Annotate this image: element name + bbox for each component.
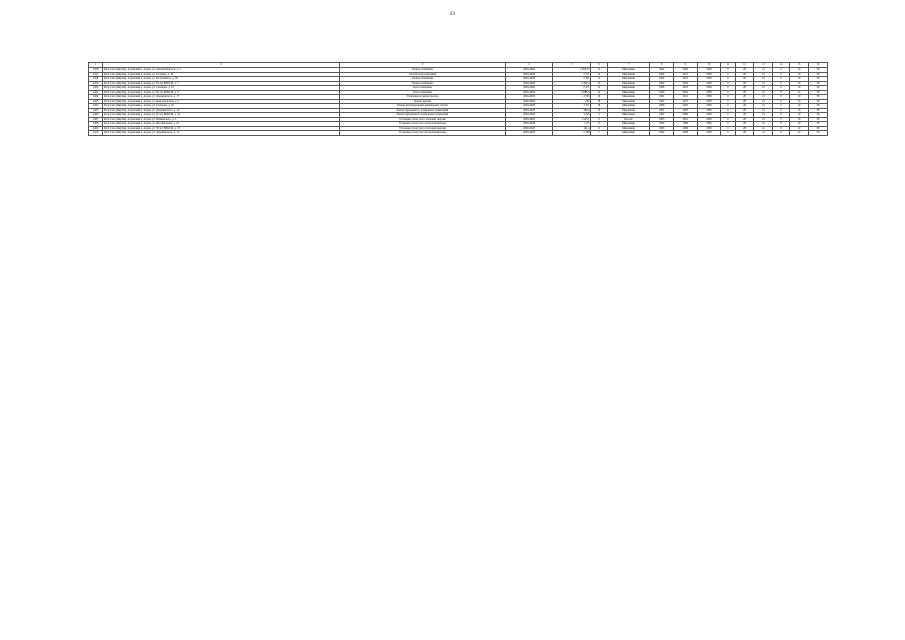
- table-cell: 1985: [697, 104, 721, 109]
- column-header-5: 5: [553, 63, 591, 68]
- table-cell: 2461: [89, 90, 103, 95]
- register-table-sheet: [88, 62, 828, 136]
- table-cell: 2026-2028: [505, 108, 552, 113]
- table-cell: Система водоотведения: [340, 72, 506, 77]
- column-header-15: 15: [789, 63, 808, 68]
- table-cell: 28: [735, 122, 754, 127]
- table-cell: 2463: [89, 99, 103, 104]
- table-cell: 21: [754, 95, 773, 100]
- table-cell: 58: [808, 68, 827, 73]
- table-cell: 28: [735, 81, 754, 86]
- table-cell: 0: [721, 95, 735, 100]
- table-cell: Теплоснабжение: [340, 90, 506, 95]
- column-header-6: 6: [591, 63, 608, 68]
- table-cell: Мирошник: [607, 77, 650, 82]
- table-cell: 21: [754, 117, 773, 122]
- table-cell: Электроснабжение: [340, 77, 506, 82]
- table-cell: 58: [808, 95, 827, 100]
- table-cell: 2 350: [553, 95, 591, 100]
- table-cell: Респ.Саха (Якутия), Алданский р, Алдан, ул. Гагарина, д. 32: [103, 72, 340, 77]
- table-cell: 58: [808, 104, 827, 109]
- table-cell: 1985: [697, 99, 721, 104]
- table-cell: 1966: [650, 72, 674, 77]
- table-cell: 58: [808, 117, 827, 122]
- table-cell: 1 523,1: [553, 117, 591, 122]
- table-cell: 0: [721, 90, 735, 95]
- table-cell: Мирошник: [607, 99, 650, 104]
- table-cell: Мирошник: [607, 122, 650, 127]
- table-cell: 0: [773, 131, 790, 136]
- table-cell: Респ.Саха (Якутия), Алданский р, Алдан, ул. 50 лет ВЛКСМ, д. 18: [103, 126, 340, 131]
- table-cell: 2026-2028: [505, 72, 552, 77]
- table-cell: 58: [808, 126, 827, 131]
- table-cell: 2016: [673, 90, 697, 95]
- column-header-16: 16: [808, 63, 827, 68]
- table-cell: 21: [754, 113, 773, 118]
- table-cell: 28: [735, 90, 754, 95]
- table-cell: Мирошник: [607, 113, 650, 118]
- table-cell: 10: [789, 131, 808, 136]
- table-cell: 4: [591, 113, 608, 118]
- table-cell: Ремонт фундамента, подвальных помещений: [340, 113, 506, 118]
- table-cell: 21: [754, 81, 773, 86]
- column-header-8: 8: [650, 63, 674, 68]
- table-cell: Ремонт внутридомовых инженерных систем: [340, 104, 506, 109]
- table-cell: 12: [591, 108, 608, 113]
- table-cell: 1962: [650, 113, 674, 118]
- table-cell: 58: [808, 86, 827, 91]
- table-cell: 58: [808, 113, 827, 118]
- table-cell: 2459: [89, 81, 103, 86]
- table-cell: 3 226: [553, 113, 591, 118]
- table-cell: 0: [721, 113, 735, 118]
- table-cell: 2465: [89, 108, 103, 113]
- table-cell: 1985: [697, 108, 721, 113]
- table-cell: Установка узлов учета тепловой энергии: [340, 126, 506, 131]
- table-cell: 2462: [89, 95, 103, 100]
- table-cell: 10: [789, 104, 808, 109]
- table-cell: Респ.Саха (Якутия), Алданский р, Алдан, ул. 50 лет ВЛКСМ, д. 7: [103, 81, 340, 86]
- table-cell: 10: [789, 122, 808, 127]
- table-cell: 18: [591, 104, 608, 109]
- table-cell: 10: [789, 126, 808, 131]
- table-cell: 2013: [673, 99, 697, 104]
- table-cell: 2458: [89, 77, 103, 82]
- table-cell: 28: [735, 77, 754, 82]
- column-header-4: 4: [505, 63, 552, 68]
- table-cell: 0: [773, 104, 790, 109]
- table-cell: 21: [754, 90, 773, 95]
- table-cell: Установка узлов учета потребления воды: [340, 122, 506, 127]
- table-cell: Респ.Саха (Якутия), Алданский р, Алдан, ул. Дзержинского, д. 15: [103, 131, 340, 136]
- table-cell: 58: [808, 131, 827, 136]
- table-cell: 58: [808, 81, 827, 86]
- table-cell: 0: [773, 99, 790, 104]
- table-cell: 1962: [650, 131, 674, 136]
- table-cell: Респ.Саха (Якутия), Алданский р, Алдан, ул. Дзержинского, д. 14: [103, 108, 340, 113]
- table-cell: 58: [808, 99, 827, 104]
- table-cell: 21: [754, 72, 773, 77]
- table-cell: 15: [591, 68, 608, 73]
- table-cell: 2021: [673, 77, 697, 82]
- table-cell: 1985: [697, 72, 721, 77]
- table-cell: Респ.Саха (Якутия), Алданский р, Алдан, ул. Комсомольская, д. 5: [103, 99, 340, 104]
- table-cell: Респ.Саха (Якутия), Алданский р, Алдан, ул. Дзержинского, д. 17: [103, 95, 340, 100]
- table-cell: 0: [721, 72, 735, 77]
- table-cell: Мирошник: [607, 95, 650, 100]
- table-cell: 10: [789, 86, 808, 91]
- column-header-12: 12: [735, 63, 754, 68]
- table-cell: 9: [591, 126, 608, 131]
- column-header-1: 1: [89, 63, 103, 68]
- table-cell: 28: [735, 86, 754, 91]
- table-cell: 0: [721, 117, 735, 122]
- table-cell: Респ.Саха (Якутия), Алданский р, Алдан, ул. Автомобилистов, д. 3: [103, 68, 340, 73]
- table-cell: 2026-2028: [505, 122, 552, 127]
- table-cell: 1985: [697, 90, 721, 95]
- table-cell: 2012: [673, 117, 697, 122]
- table-cell: 262: [553, 99, 591, 104]
- table-cell: Мирошник: [607, 68, 650, 73]
- table-cell: 10: [789, 99, 808, 104]
- table-cell: 58: [808, 122, 827, 127]
- table-cell: 2460: [89, 86, 103, 91]
- table-cell: 0: [721, 68, 735, 73]
- table-cell: 8: [591, 117, 608, 122]
- table-cell: 2026-2028: [505, 77, 552, 82]
- table-cell: 0: [773, 81, 790, 86]
- table-cell: 28: [735, 95, 754, 100]
- table-cell: 21: [754, 126, 773, 131]
- table-cell: 2026-2028: [505, 90, 552, 95]
- table-cell: 0: [721, 131, 735, 136]
- table-cell: Теплоснабжение: [340, 86, 506, 91]
- table-cell: 2466: [89, 113, 103, 118]
- table-cell: 8: [591, 122, 608, 127]
- table-cell: 2 264,25: [553, 68, 591, 73]
- table-cell: 28: [735, 108, 754, 113]
- table-cell: 0: [773, 117, 790, 122]
- column-header-2: 2: [103, 63, 340, 68]
- table-cell: Утепление и ремонт фасада: [340, 95, 506, 100]
- table-cell: 1966: [650, 126, 674, 131]
- table-cell: 2464: [89, 104, 103, 109]
- table-cell: 2026-2028: [505, 68, 552, 73]
- table-cell: 2026-2028: [505, 117, 552, 122]
- table-cell: 21: [754, 122, 773, 127]
- register-table-body: [89, 68, 828, 136]
- table-cell: 2026-2028: [505, 86, 552, 91]
- table-cell: 28: [735, 113, 754, 118]
- table-cell: 21: [754, 104, 773, 109]
- table-cell: 58: [808, 72, 827, 77]
- table-cell: 10: [789, 68, 808, 73]
- table-cell: 28: [735, 68, 754, 73]
- table-cell: 21: [754, 86, 773, 91]
- register-table: [88, 62, 828, 136]
- table-cell: 2 471: [553, 86, 591, 91]
- table-cell: 0: [773, 90, 790, 95]
- table-cell: 1960: [650, 90, 674, 95]
- table-cell: 2026-2028: [505, 99, 552, 104]
- table-cell: 58: [808, 77, 827, 82]
- table-cell: Респ.Саха (Якутия), Алданский р, Алдан, ул. Слепцова, д. 20: [103, 104, 340, 109]
- table-cell: 10: [789, 117, 808, 122]
- table-cell: 28: [735, 72, 754, 77]
- table-cell: 7: [591, 131, 608, 136]
- table-cell: 1985: [697, 131, 721, 136]
- column-header-3: 3: [340, 63, 506, 68]
- table-cell: 11: [591, 77, 608, 82]
- table-cell: Мирошник: [607, 126, 650, 131]
- column-header-13: 13: [754, 63, 773, 68]
- table-cell: Блочно: [607, 117, 650, 122]
- table-cell: 396,4: [553, 108, 591, 113]
- table-cell: 2 311: [553, 104, 591, 109]
- table-cell: 2019: [673, 81, 697, 86]
- table-cell: 1985: [697, 81, 721, 86]
- table-cell: 0: [773, 72, 790, 77]
- table-cell: 2012: [673, 95, 697, 100]
- table-cell: 16: [591, 95, 608, 100]
- table-cell: 1996: [673, 122, 697, 127]
- column-header-9: 9: [673, 63, 697, 68]
- table-cell: 21: [754, 99, 773, 104]
- table-cell: 2468: [89, 122, 103, 127]
- table-cell: Респ.Саха (Якутия), Алданский р, Алдан, ул. 50 лет ВЛКСМ, д. 9: [103, 90, 340, 95]
- table-cell: 2469: [89, 126, 103, 131]
- table-cell: 0: [721, 126, 735, 131]
- page-number: 23: [450, 12, 455, 17]
- table-cell: 0: [773, 95, 790, 100]
- table-cell: 2 188: [553, 131, 591, 136]
- table-cell: 1985: [697, 68, 721, 73]
- column-header-11: 11: [721, 63, 735, 68]
- table-cell: 0: [721, 108, 735, 113]
- table-cell: 2026-2028: [505, 95, 552, 100]
- table-cell: 2008: [673, 131, 697, 136]
- table-cell: 10: [789, 113, 808, 118]
- table-cell: 28: [735, 99, 754, 104]
- table-cell: 18: [591, 99, 608, 104]
- table-cell: 58: [808, 90, 827, 95]
- table-cell: Мирошник: [607, 81, 650, 86]
- table-cell: 2026-2028: [505, 113, 552, 118]
- table-cell: 0: [721, 104, 735, 109]
- table-cell: 2 331: [553, 77, 591, 82]
- table-cell: 1964: [650, 122, 674, 127]
- table-cell: 0: [721, 122, 735, 127]
- table-cell: 1985: [697, 86, 721, 91]
- table-cell: 0: [721, 81, 735, 86]
- table-cell: 21: [754, 77, 773, 82]
- table-cell: 28: [735, 104, 754, 109]
- table-cell: 2016: [673, 104, 697, 109]
- table-cell: 0: [721, 77, 735, 82]
- table-cell: 10: [789, 95, 808, 100]
- table-cell: 12: [591, 86, 608, 91]
- table-cell: 1966: [650, 104, 674, 109]
- table-cell: Установка узлов учета потребления воды: [340, 131, 506, 136]
- table-cell: Мирошник: [607, 131, 650, 136]
- table-cell: 28: [735, 117, 754, 122]
- table-cell: 0: [773, 68, 790, 73]
- table-cell: 1985: [697, 77, 721, 82]
- table-cell: 1985: [697, 117, 721, 122]
- column-header-14: 14: [773, 63, 790, 68]
- table-cell: Установка узлов учета тепловой энергии: [340, 117, 506, 122]
- table-cell: 13: [591, 81, 608, 86]
- table-cell: 0: [721, 99, 735, 104]
- table-cell: 2 688,5: [553, 90, 591, 95]
- table-cell: 10: [789, 72, 808, 77]
- table-cell: 21: [754, 131, 773, 136]
- table-cell: Мирошник: [607, 72, 650, 77]
- table-cell: Мирошник: [607, 86, 650, 91]
- table-cell: 2006: [673, 126, 697, 131]
- table-cell: 0: [773, 126, 790, 131]
- table-cell: Респ.Саха (Якутия), Алданский р, Алдан, ул. Космонавтов, д. 38: [103, 77, 340, 82]
- table-cell: 2026-2028: [505, 126, 552, 131]
- table-cell: 1962: [650, 77, 674, 82]
- table-cell: 2006: [673, 68, 697, 73]
- table-cell: 0: [773, 113, 790, 118]
- table-cell: 28: [735, 126, 754, 131]
- table-cell: 2 330,4: [553, 81, 591, 86]
- table-row: [89, 131, 828, 136]
- table-cell: 1961: [650, 95, 674, 100]
- table-cell: Электроснабжение: [340, 81, 506, 86]
- table-cell: Мирошник: [607, 108, 650, 113]
- table-cell: 2026-2028: [505, 81, 552, 86]
- table-cell: 14: [591, 72, 608, 77]
- table-cell: Респ.Саха (Якутия), Алданский р, Алдан, ул. Слепцова, д. 19: [103, 86, 340, 91]
- table-cell: 2005: [673, 108, 697, 113]
- table-cell: 2026-2028: [505, 131, 552, 136]
- table-cell: Мирошник: [607, 90, 650, 95]
- table-cell: 1961: [650, 108, 674, 113]
- table-cell: Респ.Саха (Якутия), Алданский р, Алдан, ул. Фестивальная, д. 23: [103, 122, 340, 127]
- table-cell: 58: [808, 108, 827, 113]
- table-cell: 2457: [89, 72, 103, 77]
- table-cell: 10: [789, 77, 808, 82]
- table-cell: 2026-2028: [505, 104, 552, 109]
- table-cell: 2006: [673, 113, 697, 118]
- table-cell: 2470: [89, 131, 103, 136]
- table-cell: 21: [754, 108, 773, 113]
- table-cell: 10: [789, 81, 808, 86]
- column-header-7: 7: [607, 63, 650, 68]
- table-cell: 1963: [650, 117, 674, 122]
- table-cell: 2 751: [553, 72, 591, 77]
- table-cell: 10: [789, 90, 808, 95]
- table-cell: Респ.Саха (Якутия), Алданский р, Алдан, ул. 50 лет ВЛКСМ, д. 16: [103, 113, 340, 118]
- column-header-10: 10: [697, 63, 721, 68]
- table-cell: 0: [773, 77, 790, 82]
- table-cell: 1985: [697, 95, 721, 100]
- table-cell: 2456: [89, 68, 103, 73]
- table-cell: 2011: [673, 72, 697, 77]
- table-cell: 1985: [697, 113, 721, 118]
- table-cell: 2013: [673, 86, 697, 91]
- table-cell: Электроснабжение: [340, 68, 506, 73]
- table-cell: 1985: [697, 122, 721, 127]
- table-cell: Ремонт фундамента, подвальных помещений: [340, 108, 506, 113]
- table-cell: 1 117: [553, 122, 591, 127]
- table-cell: 12: [591, 90, 608, 95]
- table-cell: 1962: [650, 81, 674, 86]
- table-cell: 10: [789, 108, 808, 113]
- table-cell: 0: [773, 122, 790, 127]
- table-cell: 0: [773, 108, 790, 113]
- table-cell: 1962: [650, 99, 674, 104]
- table-cell: 28: [735, 131, 754, 136]
- table-cell: 0: [773, 86, 790, 91]
- table-cell: 1968: [650, 86, 674, 91]
- table-cell: 1985: [697, 126, 721, 131]
- table-cell: 161,4: [553, 126, 591, 131]
- table-cell: Мирошник: [607, 104, 650, 109]
- table-cell: Респ.Саха (Якутия), Алданский р, Алдан, ул. Маяковского, д. 3: [103, 117, 340, 122]
- table-cell: 0: [721, 86, 735, 91]
- table-cell: 2467: [89, 117, 103, 122]
- table-cell: Ремонт крыши: [340, 99, 506, 104]
- table-cell: 1962: [650, 68, 674, 73]
- table-cell: 21: [754, 68, 773, 73]
